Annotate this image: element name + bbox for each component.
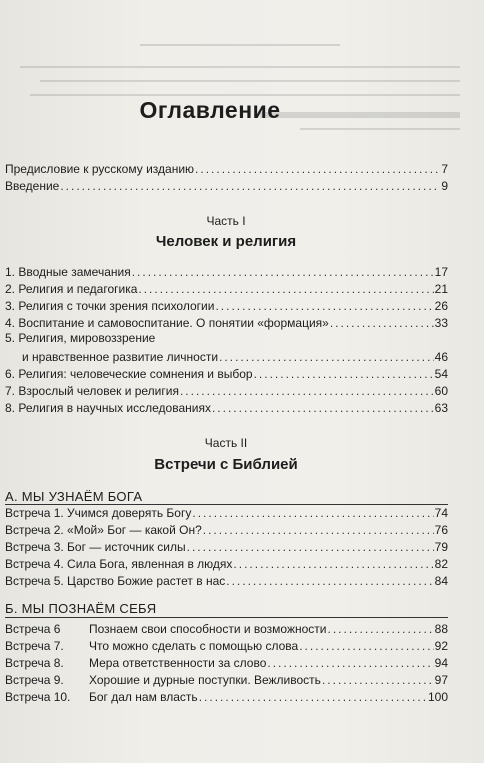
toc-entry: 6. Религия: человеческие сомнения и выбор ..... 54: [5, 365, 448, 382]
part-1-list: [5, 263, 448, 416]
toc-entry: и нравственное развитие личности ..... 46: [5, 348, 448, 365]
toc-entry: 3. Религия с точки зрения психологии ..... 26: [5, 297, 448, 314]
toc-entry: Встреча 5. Царство Божие растет в нас ..... 84: [5, 572, 448, 589]
section-b-title: Б. МЫ ПОЗНАЁМ СЕБЯ: [5, 601, 157, 616]
toc-entry-first-line: 5. Религия, мировоззрение: [5, 331, 156, 345]
toc-entry: Введение ..... 9: [5, 177, 448, 194]
toc-entry: Встреча 8. Мера ответственности за слово ..... 94: [5, 654, 448, 671]
section-a-list: [5, 504, 448, 589]
toc-entry: Встреча 10. Бог дал нам власть ..... 100: [5, 688, 448, 705]
toc-entry: Встреча 9. Хорошие и дурные поступки. Вежливость ..... 97: [5, 671, 448, 688]
page-title: Оглавление: [139, 97, 281, 123]
toc-entry: 4. Воспитание и самовоспитание. О понятии «формация» ..... 33: [5, 314, 448, 331]
section-divider: [5, 617, 448, 618]
section-a-title: А. МЫ УЗНАЁМ БОГА: [5, 489, 143, 504]
toc-entry: Встреча 2. «Мой» Бог — какой Он? ..... 76: [5, 521, 448, 538]
toc-entry: 7. Взрослый человек и религия ..... 60: [5, 382, 448, 399]
toc-entry: Встреча 7. Что можно сделать с помощью слова ..... 92: [5, 637, 448, 654]
part-2-title: Встречи с Библией: [154, 456, 298, 473]
section-b-list: [5, 620, 448, 705]
toc-entry: Встреча 1. Учимся доверять Богу ..... 74: [5, 504, 448, 521]
toc-entry: Встреча 6 Познаем свои способности и возможности ..... 88: [5, 620, 448, 637]
toc-entry: 2. Религия и педагогика ..... 21: [5, 280, 448, 297]
part-1-label: Часть I: [206, 214, 246, 228]
toc-entry: Предисловие к русскому изданию ..... 7: [5, 160, 448, 177]
toc-entry: 8. Религия в научных исследованиях ..... 63: [5, 399, 448, 416]
part-1-title: Человек и религия: [155, 233, 297, 250]
toc-entry: Встреча 4. Сила Бога, явленная в людях ..... 82: [5, 555, 448, 572]
front-matter-list: [5, 160, 448, 194]
toc-entry: Встреча 3. Бог — источник силы ..... 79: [5, 538, 448, 555]
part-2-label: Часть II: [204, 436, 248, 450]
show-through-texture: [0, 0, 484, 150]
toc-entry: 1. Вводные замечания ..... 17: [5, 263, 448, 280]
